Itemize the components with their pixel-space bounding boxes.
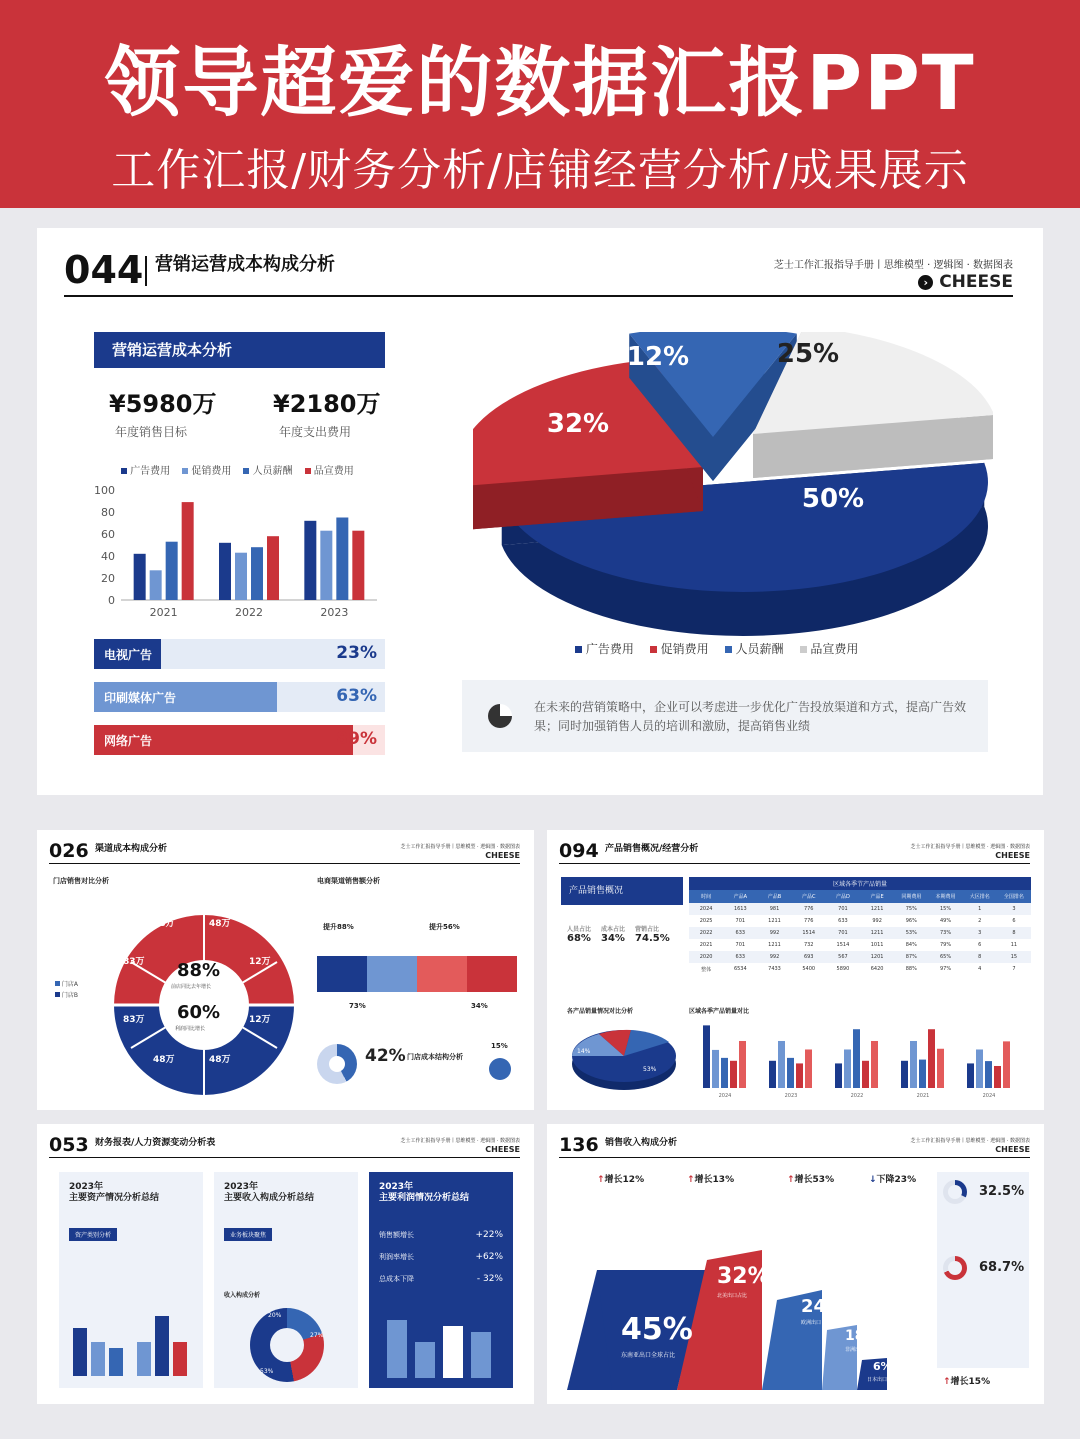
table-cell: 633 xyxy=(838,918,848,924)
table-header-cell: 大区排名 xyxy=(969,894,990,900)
bar xyxy=(778,1041,785,1088)
bar xyxy=(901,1061,908,1088)
table-cell: 15% xyxy=(939,906,952,912)
change-3: ↑增长53% xyxy=(787,1175,835,1185)
table-row xyxy=(689,939,1031,951)
header-rule xyxy=(49,1157,520,1158)
pie-slice-label: 12% xyxy=(626,342,690,372)
table-cell: 701 xyxy=(838,930,848,936)
brand-name: CHEESE xyxy=(485,851,520,860)
slide-title: 销售收入构成分析 xyxy=(605,1138,678,1148)
slide-number: 094 xyxy=(559,840,599,862)
up-label-1: 提升88% xyxy=(323,923,354,931)
arrow-circle-icon: › xyxy=(918,275,933,290)
table-cell: 1211 xyxy=(768,942,781,948)
table-cell: 1211 xyxy=(768,918,781,924)
x-tick-label: 2023 xyxy=(784,1093,798,1099)
bar xyxy=(796,1063,803,1088)
bar xyxy=(134,554,146,600)
main-slide xyxy=(37,228,1043,795)
low-label-2: 34% xyxy=(471,1002,488,1010)
fan-value: 24% xyxy=(801,1296,845,1317)
thumb-slide-053 xyxy=(37,1124,534,1404)
table-cell: 8 xyxy=(1012,930,1016,936)
legend-item: 促销费用 xyxy=(182,462,231,477)
table-cell: 1201 xyxy=(870,954,884,960)
stacked-bar xyxy=(317,956,517,992)
table-cell: 96% xyxy=(905,918,917,924)
bar xyxy=(928,1029,935,1088)
y-tick-label: 80 xyxy=(101,506,115,519)
bar-segment xyxy=(467,956,517,992)
banner-subtitle: 工作汇报/财务分析/店铺经营分析/成果展示 xyxy=(111,145,969,196)
bottom-change: ↑增长15% xyxy=(943,1377,991,1387)
bar xyxy=(251,547,263,600)
profit-bars xyxy=(381,1312,501,1378)
bar xyxy=(730,1061,737,1088)
column-income xyxy=(214,1172,358,1388)
bar xyxy=(336,518,348,601)
pie-title: 各产品销量情况对比分析 xyxy=(567,1008,634,1015)
table-cell: 2025 xyxy=(699,918,713,924)
table-cell: 567 xyxy=(838,954,848,960)
bar xyxy=(182,502,194,600)
bar xyxy=(844,1049,851,1088)
table-header-cell: 产品C xyxy=(801,894,816,900)
note-text: 在未来的营销策略中，企业可以考虑进一步优化广告投放渠道和方式，提高广告效果；同时加强销售人员的培训和激励，提高销售业绩 xyxy=(534,700,967,733)
table-cell: 49% xyxy=(939,918,952,924)
legend-item: 品宣费用 xyxy=(800,640,859,657)
bar-legend xyxy=(121,462,354,477)
progress-value: 23% xyxy=(336,643,377,663)
center-bottom-label: 利润同比增长 xyxy=(175,1026,206,1032)
table-cell: 633 xyxy=(735,930,746,936)
ring-label: 48万 xyxy=(209,1055,231,1065)
side-value: 32.5% xyxy=(979,1184,1025,1199)
table-header-cell: 产品A xyxy=(733,894,748,900)
pie-chart-icon xyxy=(488,704,512,728)
center-top-label: 前店同比去年增长 xyxy=(171,984,212,990)
table-cell: 53% xyxy=(905,930,917,936)
low-label-1: 73% xyxy=(349,1002,366,1010)
progress-value: 89% xyxy=(336,729,377,749)
bar xyxy=(976,1049,983,1088)
fan-label: 非洲出口 xyxy=(845,1347,866,1353)
panel-title-bar xyxy=(561,877,683,905)
bar xyxy=(862,1061,869,1088)
column-title: 2023年 主要收入构成分析总结 xyxy=(224,1182,315,1203)
x-tick-label: 2023 xyxy=(320,606,349,619)
pie-slice-label: 50% xyxy=(801,484,865,514)
progress-list xyxy=(94,639,385,755)
table-cell: 633 xyxy=(735,954,746,960)
progress-label: 网络广告 xyxy=(104,734,153,748)
center-bottom-value: 60% xyxy=(177,1002,221,1023)
asset-bars xyxy=(69,1312,195,1378)
x-tick-label: 2021 xyxy=(149,606,178,619)
legend-item: 广告费用 xyxy=(121,462,170,477)
table-header-cell: 产品E xyxy=(870,894,884,900)
bar-segment xyxy=(367,956,417,992)
kpi: 营销占比 74.5% xyxy=(635,926,670,944)
table-cell: 1211 xyxy=(870,930,884,936)
y-tick-label: 100 xyxy=(94,484,115,497)
kpi: 人员占比 68% xyxy=(567,926,592,944)
progress-value: 63% xyxy=(336,686,377,706)
donut-label: 门店成本结构分析 xyxy=(407,1053,463,1061)
progress-row xyxy=(94,682,385,712)
donut-label: 27% xyxy=(310,1332,324,1339)
table-cell: 732 xyxy=(803,942,814,948)
pie-label: 53% xyxy=(643,1066,657,1073)
header-rule xyxy=(559,1157,1030,1158)
slide-number: 026 xyxy=(49,840,89,862)
donut-value: 42% xyxy=(365,1046,406,1066)
side-value: 68.7% xyxy=(979,1260,1025,1275)
bar xyxy=(150,570,162,600)
table-cell: 75% xyxy=(905,906,917,912)
bar xyxy=(853,1029,860,1088)
table-cell: 2020 xyxy=(699,954,713,960)
table-cell: 73% xyxy=(939,930,952,936)
table-header-cell: 同期费用 xyxy=(901,894,922,900)
pie-slice-label: 25% xyxy=(776,339,840,369)
panel-title-bar xyxy=(94,332,385,368)
thumb-slide-094 xyxy=(547,830,1044,1110)
column-title: 2023年 主要资产情况分析总结 xyxy=(69,1182,160,1203)
table-header-cell: 本期费用 xyxy=(935,894,956,900)
bar xyxy=(166,542,178,600)
table-cell: 2021 xyxy=(699,942,713,948)
bar xyxy=(994,1066,1001,1088)
fan-label: 日本出口 xyxy=(867,1377,888,1383)
fan-value: 18% xyxy=(845,1328,879,1344)
top-banner xyxy=(0,0,1080,208)
table-cell: 6420 xyxy=(870,966,884,972)
table-cell: 整体 xyxy=(701,967,712,973)
table-header-cell: 产品D xyxy=(835,894,850,900)
table-row xyxy=(689,927,1031,939)
bar xyxy=(805,1049,812,1088)
progress-label: 电视广告 xyxy=(104,648,153,662)
y-tick-label: 0 xyxy=(108,594,115,607)
slide-number: 053 xyxy=(49,1134,89,1156)
small-value: 15% xyxy=(491,1042,508,1050)
table-cell: 1 xyxy=(978,906,982,912)
table-cell: 1514 xyxy=(802,930,816,936)
bar xyxy=(919,1060,926,1088)
product-table xyxy=(689,877,1031,1003)
table-cell: 87% xyxy=(905,954,917,960)
bar xyxy=(267,536,279,600)
mini-pie xyxy=(569,1026,679,1092)
brand-line: 芝士工作汇报指导手册丨思维模型 · 逻辑图 · 数据图表 xyxy=(400,1138,520,1144)
table-cell: 11 xyxy=(1010,942,1018,948)
legend-item: 门店B xyxy=(55,991,78,1002)
fan-value: 6% xyxy=(873,1360,892,1373)
bar xyxy=(769,1061,776,1088)
bar xyxy=(787,1058,794,1088)
fan-label: 欧洲出口 xyxy=(801,1320,822,1326)
brand-name xyxy=(918,272,1013,292)
brand-text: CHEESE xyxy=(939,272,1013,292)
table-cell: 1211 xyxy=(870,906,884,912)
x-tick-label: 2024 xyxy=(718,1093,732,1099)
bar xyxy=(304,521,316,600)
fan-label: 北美出口占比 xyxy=(717,1293,748,1299)
kpi-2 xyxy=(273,384,381,440)
table-cell: 88% xyxy=(905,966,917,972)
table-cell: 992 xyxy=(769,930,780,936)
thumb-slide-136 xyxy=(547,1124,1044,1404)
progress-row xyxy=(94,639,385,669)
donut-label: 53% xyxy=(260,1368,274,1375)
table-cell: 2 xyxy=(978,918,982,924)
table-title: 区域各季节产品销量 xyxy=(689,877,1031,890)
sub-title: 收入构成分析 xyxy=(224,1292,261,1299)
table-cell: 5400 xyxy=(802,966,816,972)
legend-item: 人员薪酬 xyxy=(243,462,292,477)
table-row xyxy=(689,951,1031,963)
column-profit xyxy=(369,1172,513,1388)
header-rule xyxy=(559,863,1030,864)
cost-pie-chart xyxy=(473,332,993,642)
table-cell: 701 xyxy=(838,906,848,912)
table-cell: 65% xyxy=(939,954,952,960)
bar-title: 区域各季产品销量对比 xyxy=(689,1008,750,1015)
legend-item: 促销费用 xyxy=(650,640,709,657)
ring-icon xyxy=(943,1256,967,1280)
kpi-value: ¥5980万 xyxy=(109,390,217,418)
brand-line: 芝士工作汇报指导手册丨思维模型 · 逻辑图 · 数据图表 xyxy=(910,1138,1030,1144)
y-tick-label: 40 xyxy=(101,550,115,563)
bar xyxy=(937,1049,944,1088)
ring-label: 12万 xyxy=(249,1015,271,1025)
column-title: 2023年 主要利润情况分析总结 xyxy=(379,1182,470,1203)
table-cell: 97% xyxy=(939,966,952,972)
metric-row: 销售额增长 +22% xyxy=(379,1230,503,1240)
slide-number: 136 xyxy=(559,1134,599,1156)
kpi-value: ¥2180万 xyxy=(273,390,381,418)
thumb-legend xyxy=(55,980,78,1002)
legend-item: 品宣费用 xyxy=(305,462,354,477)
small-circle xyxy=(489,1058,511,1080)
pie-slice-label: 32% xyxy=(546,409,610,439)
panel-title: 产品销售概况 xyxy=(569,886,624,896)
table-cell: 776 xyxy=(803,918,814,924)
table-cell: 776 xyxy=(803,906,814,912)
bar xyxy=(219,543,231,600)
table-header-cell: 产品B xyxy=(767,894,782,900)
table-cell: 1514 xyxy=(836,942,850,948)
side-panel xyxy=(937,1172,1029,1368)
table-cell: 992 xyxy=(872,918,882,924)
tag: 资产类别分析 xyxy=(69,1228,117,1241)
brand-name: CHEESE xyxy=(485,1145,520,1154)
table-header-cell: 全国排名 xyxy=(1003,894,1024,900)
slide-title: 财务报表/人力资源变动分析表 xyxy=(95,1138,216,1148)
table-row xyxy=(689,963,1031,976)
bar xyxy=(721,1058,728,1088)
kpi-label: 年度销售目标 xyxy=(115,425,188,439)
ring-label: 48万 xyxy=(153,919,175,929)
x-tick-label: 2024 xyxy=(982,1093,996,1099)
pie-legend xyxy=(575,640,858,657)
bar-segment xyxy=(317,956,367,992)
bar xyxy=(320,531,332,600)
table-cell: 981 xyxy=(769,906,780,912)
fan-label: 东南亚出口全球占比 xyxy=(621,1352,676,1359)
column-assets xyxy=(59,1172,203,1388)
bar xyxy=(871,1041,878,1088)
up-label-2: 提升56% xyxy=(429,923,460,931)
pie-label: 14% xyxy=(577,1048,591,1055)
left-title: 门店销售对比分析 xyxy=(53,877,109,885)
x-tick-label: 2021 xyxy=(916,1093,930,1099)
table-cell: 3 xyxy=(978,930,982,936)
ring-icon xyxy=(943,1180,967,1204)
table-cell: 79% xyxy=(939,942,952,948)
table-cell: 693 xyxy=(803,954,814,960)
bar xyxy=(712,1050,719,1088)
table-row xyxy=(689,915,1031,927)
progress-label: 印刷媒体广告 xyxy=(104,691,177,705)
legend-item: 人员薪酬 xyxy=(725,640,784,657)
bar-segment xyxy=(417,956,467,992)
thumb-slide-026 xyxy=(37,830,534,1110)
table-cell: 2024 xyxy=(699,906,713,912)
table-cell: 992 xyxy=(769,954,780,960)
table-cell: 7 xyxy=(1012,966,1016,972)
kpi-row xyxy=(567,924,670,944)
bar xyxy=(703,1025,710,1088)
cost-bar-chart xyxy=(87,480,387,625)
bar xyxy=(967,1063,974,1088)
table-cell: 84% xyxy=(905,942,917,948)
ring-label: 83万 xyxy=(123,957,145,967)
bar xyxy=(352,531,364,600)
table-cell: 6534 xyxy=(733,966,747,972)
bar xyxy=(1003,1041,1010,1088)
kpi-1 xyxy=(109,384,217,440)
legend-item: 广告费用 xyxy=(575,640,634,657)
table-cell: 701 xyxy=(735,918,746,924)
bar xyxy=(235,553,247,600)
brand-name: CHEESE xyxy=(995,851,1030,860)
change-1: ↑增长12% xyxy=(597,1175,645,1185)
change-2: ↑增长13% xyxy=(687,1175,735,1185)
fan-value: 32% xyxy=(717,1264,770,1289)
table-cell: 1011 xyxy=(870,942,884,948)
panel-title: 营销运营成本分析 xyxy=(112,341,233,359)
center-top-value: 88% xyxy=(177,960,221,981)
metric-row: 利润率增长 +62% xyxy=(379,1252,503,1262)
slide-title: 营销运营成本构成分析 xyxy=(155,254,335,275)
header-rule xyxy=(64,295,1013,297)
table-cell: 2022 xyxy=(699,930,713,936)
tag: 业务板块聚焦 xyxy=(224,1228,272,1241)
title-divider xyxy=(145,256,147,286)
small-donut xyxy=(317,1044,357,1084)
y-tick-label: 20 xyxy=(101,572,115,585)
table-cell: 1613 xyxy=(733,906,747,912)
kpi: 成本占比 34% xyxy=(601,926,626,944)
x-tick-label: 2022 xyxy=(850,1093,864,1099)
ring-label: 48万 xyxy=(209,919,231,929)
right-title: 电商渠道销售额分析 xyxy=(317,877,380,885)
x-tick-label: 2022 xyxy=(235,606,263,619)
fan-chart xyxy=(567,1210,907,1390)
kpi-label: 年度支出费用 xyxy=(279,425,352,439)
bar xyxy=(985,1061,992,1088)
table-cell: 6 xyxy=(1012,918,1016,924)
ring-label: 48万 xyxy=(153,1055,175,1065)
ring-label: 83万 xyxy=(123,1015,145,1025)
bar xyxy=(739,1041,746,1088)
bar xyxy=(835,1063,842,1088)
table-cell: 15 xyxy=(1010,954,1018,960)
brand-line: 芝士工作汇报指导手册丨思维模型 · 逻辑图 · 数据图表 xyxy=(910,844,1030,850)
table-header-cell: 时间 xyxy=(701,894,712,900)
table-cell: 6 xyxy=(978,942,982,948)
table-cell: 8 xyxy=(978,954,982,960)
header-rule xyxy=(49,863,520,864)
table-cell: 701 xyxy=(735,942,746,948)
metric-row: 总成本下降 - 32% xyxy=(379,1274,503,1284)
table-cell: 7433 xyxy=(768,966,781,972)
slide-title: 渠道成本构成分析 xyxy=(95,844,168,854)
table-row xyxy=(689,903,1031,915)
product-bar-chart xyxy=(689,1016,1029,1100)
donut-label: 20% xyxy=(268,1312,282,1319)
brand-line: 芝士工作汇报指导手册丨思维模型 · 逻辑图 · 数据图表 xyxy=(773,260,1013,271)
table-cell: 4 xyxy=(978,966,982,972)
bar xyxy=(910,1041,917,1088)
note-box xyxy=(462,680,988,752)
ring-label: 12万 xyxy=(249,957,271,967)
progress-row xyxy=(94,725,385,755)
brand-line: 芝士工作汇报指导手册丨思维模型 · 逻辑图 · 数据图表 xyxy=(400,844,520,850)
brand-name: CHEESE xyxy=(995,1145,1030,1154)
change-4: ↓下降23% xyxy=(869,1175,917,1185)
table-cell: 5890 xyxy=(836,966,850,972)
legend-item: 门店A xyxy=(55,980,78,991)
table-header xyxy=(689,890,1031,903)
slide-number: 044 xyxy=(64,248,144,292)
table-cell: 3 xyxy=(1012,906,1016,912)
fan-value: 45% xyxy=(621,1312,693,1347)
banner-title: 领导超爱的数据汇报PPT xyxy=(104,38,976,127)
slide-title: 产品销售概况/经营分析 xyxy=(605,844,699,854)
y-tick-label: 60 xyxy=(101,528,115,541)
